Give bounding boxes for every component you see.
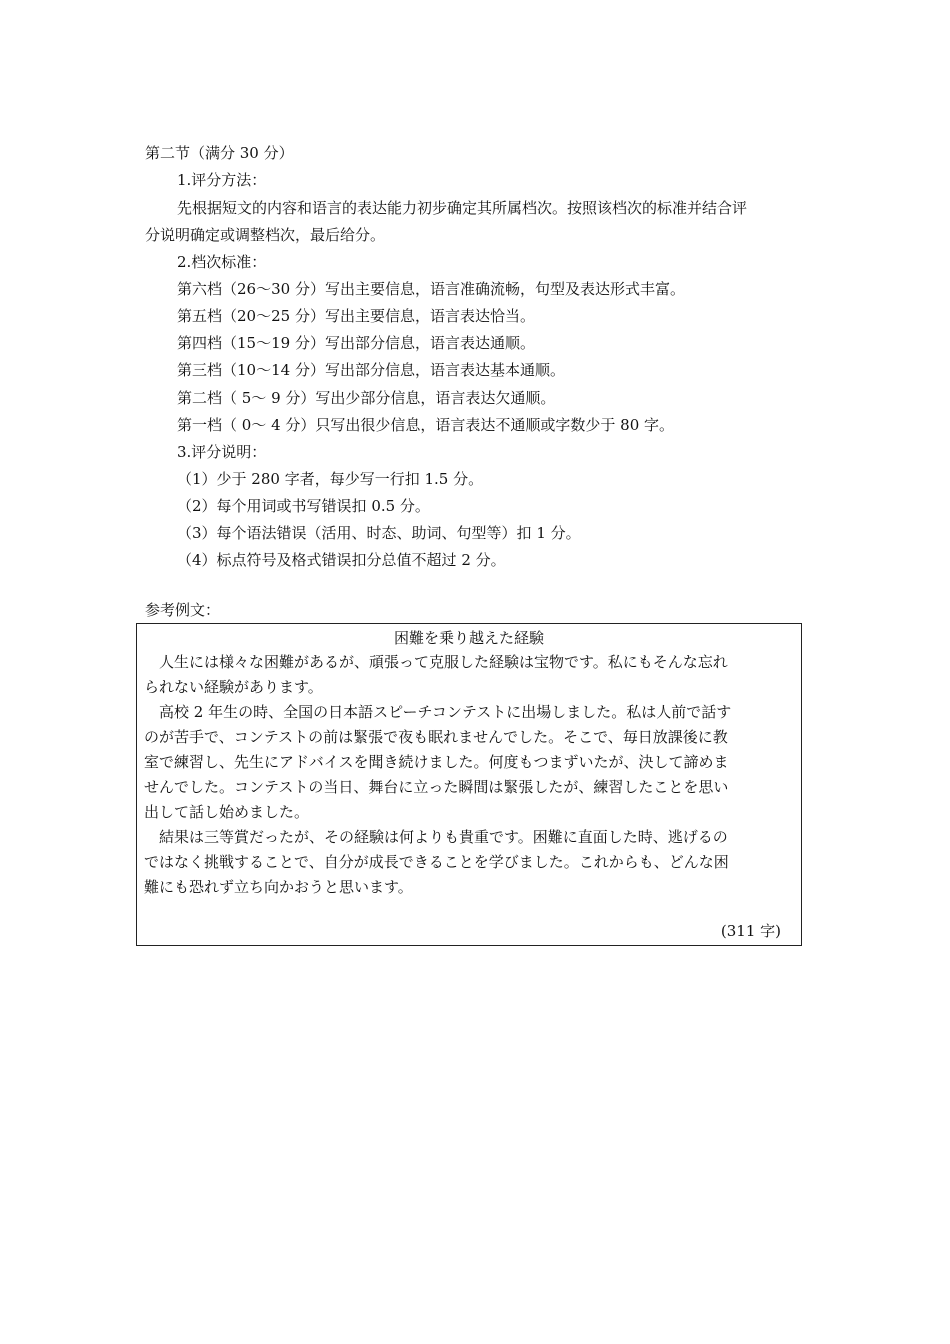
scoring-notes-heading: 3.评分说明： — [177, 443, 267, 461]
sample-essay-line: 結果は三等賞だったが、その経験は何よりも貴重です。困難に直面した時、逃げるの — [144, 828, 728, 846]
level-1: 第一档（ 0～ 4 分）只写出很少信息，语言表达不通顺或字数少于 80 字。 — [177, 416, 675, 434]
sample-essay-line: 人生には様々な困難があるが、頑張って克服した経験は宝物です。私にもそんな忘れ — [144, 653, 728, 671]
scoring-method-text-line-1: 先根据短文的内容和语言的表达能力初步确定其所属档次。按照该档次的标准并结合评 — [177, 199, 748, 217]
scoring-method-heading: 1.评分方法： — [177, 171, 267, 189]
scoring-method-text-line-2: 分说明确定或调整档次，最后给分。 — [145, 226, 386, 244]
level-4: 第四档（15～19 分）写出部分信息，语言表达通顺。 — [177, 334, 535, 352]
sample-essay-box — [136, 623, 802, 946]
scoring-note-3: （3）每个语法错误（活用、时态、助词、句型等）扣 1 分。 — [177, 524, 581, 542]
sample-essay-line: 難にも恐れず立ち向かおうと思います。 — [144, 878, 413, 896]
sample-essay-title: 困難を乗り越えた経験 — [393, 629, 544, 647]
sample-essay-line: せんでした。コンテストの当日、舞台に立った瞬間は緊張したが、練習したことを思い — [144, 778, 729, 796]
level-3: 第三档（10～14 分）写出部分信息，语言表达基本通顺。 — [177, 361, 565, 379]
scoring-note-2: （2）每个用词或书写错误扣 0.5 分。 — [177, 497, 430, 515]
sample-essay-line: ではなく挑戦することで、自分が成長できることを学びました。これからも、どんな困 — [144, 853, 729, 871]
scoring-note-4: （4）标点符号及格式错误扣分总值不超过 2 分。 — [177, 551, 506, 569]
sample-essay-line: られない経験があります。 — [144, 678, 323, 696]
scoring-note-1: （1）少于 280 字者，每少写一行扣 1.5 分。 — [177, 470, 484, 488]
sample-essay-line: のが苦手で、コンテストの前は緊張で夜も眠れませんでした。そこで、毎日放課後に教 — [144, 728, 728, 746]
section-title: 第二节（满分 30 分） — [145, 144, 294, 162]
sample-essay-line: 室で練習し、先生にアドバイスを聞き続けました。何度もつまずいたが、決して諦めま — [144, 753, 729, 771]
sample-essay-label: 参考例文： — [145, 601, 221, 619]
sample-essay-line: 出して話し始めました。 — [144, 803, 310, 821]
character-count: (311 字) — [720, 922, 781, 940]
level-5: 第五档（20～25 分）写出主要信息，语言表达恰当。 — [177, 307, 535, 325]
level-6: 第六档（26～30 分）写出主要信息，语言准确流畅，句型及表达形式丰富。 — [177, 280, 685, 298]
levels-heading: 2.档次标准： — [177, 253, 267, 271]
level-2: 第二档（ 5～ 9 分）写出少部分信息，语言表达欠通顺。 — [177, 389, 556, 407]
sample-essay-line: 高校 2 年生の時、全国の日本語スピーチコンテストに出場しました。私は人前で話す — [144, 703, 732, 721]
